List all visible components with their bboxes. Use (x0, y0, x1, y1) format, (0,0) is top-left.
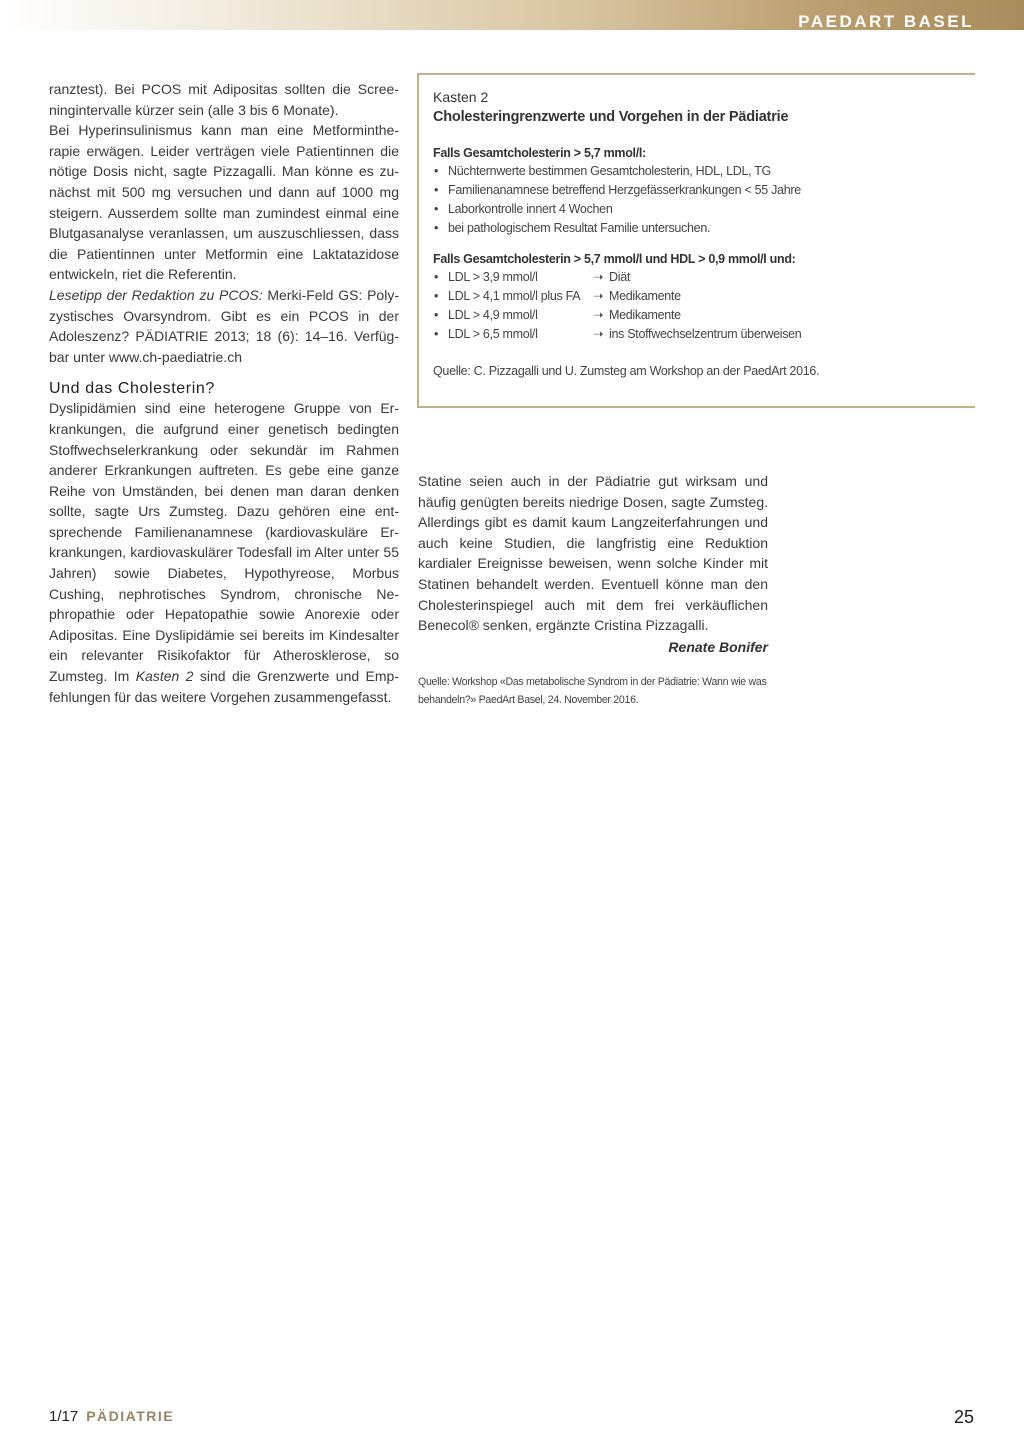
list-item (433, 268, 963, 287)
arrow-icon: ➝ (593, 270, 604, 284)
reading-tip-label: Lesetipp der Redaktion zu PCOS: (49, 286, 263, 303)
box-reference: Kasten 2 (135, 668, 194, 685)
journal-name: PÄDIATRIE (86, 1408, 175, 1424)
ldl-condition: LDL > 6,5 mmol/l (448, 327, 538, 341)
ldl-condition: LDL > 4,1 mmol/l plus FA (448, 289, 581, 303)
list-item: • Laborkontrolle innert 4 Wochen (433, 200, 963, 219)
ldl-action: Medikamente (609, 308, 681, 322)
arrow-icon: ➝ (593, 327, 604, 341)
box-section-1 (433, 145, 963, 238)
reading-tip (49, 285, 399, 367)
paragraph (49, 398, 399, 707)
issue-number: 1/17 (49, 1408, 79, 1425)
ldl-action: Medikamente (609, 289, 681, 303)
section-title: PAEDART BASEL (798, 12, 974, 31)
section-heading: Und das Cholesterin? (49, 380, 215, 398)
bullet-list (433, 268, 963, 344)
page-number: 25 (953, 1407, 974, 1427)
ldl-condition: LDL > 3,9 mmol/l (448, 270, 538, 284)
right-column (418, 471, 768, 709)
source-note: Quelle: Workshop «Das metabolische Syndrom in der Pädiatrie: Wann wie was behandeln?» PaedArt Basel, 24. November 2016. (418, 676, 767, 707)
paragraph-text: sind die Grenzwerte und Empfehlungen für das weitere Vorgehen zusammengefasst. (49, 668, 400, 705)
reading-tip-text: Merki-Feld GS: Polyzystisches Ovarsyndrom. Gibt es ein PCOS in der Adoleszenz? PÄDIATRIE 2013; 18 (6): 14–16. Verfügbar unter www.ch-paediatrie.ch (49, 286, 400, 365)
ldl-condition: LDL > 4,9 mmol/l (448, 308, 538, 322)
box-section-heading: Falls Gesamtcholesterin > 5,7 mmol/l und HDL > 0,9 mmol/l und: (433, 252, 796, 266)
list-item (433, 325, 963, 344)
box-label: Kasten 2 (433, 89, 489, 105)
box-source: Quelle: C. Pizzagalli und U. Zumsteg am Workshop an der PaedArt 2016. (433, 364, 820, 378)
list-item (433, 306, 963, 325)
paragraph: ranztest). Bei PCOS mit Adipositas sollten die Screeningintervalle kürzer sein (alle 3 bis 6 Monate). (49, 81, 399, 118)
header-bar (0, 0, 1024, 30)
list-item: • Familienanamnese betreffend Herzgefässerkrankungen < 55 Jahre (433, 181, 963, 200)
box-title: Cholesteringrenzwerte und Vorgehen in der Pädiatrie (433, 109, 789, 125)
arrow-icon: ➝ (593, 308, 604, 322)
list-item: • bei pathologischem Resultat Familie untersuchen. (433, 219, 963, 238)
paragraph: Bei Hyperinsulinismus kann man eine Metformintherapie erwägen. Leider verträgen viele Patientinnen die nötige Dosis nicht, sagte Pizzagalli. Man könne es zunächst mit 500 mg versuchen und dann auf 1000 mg steigern. Ausserdem sollte man zumindest einmal eine Blutgasanalyse veranlassen, um auszuschliessen, dass die Patientinnen unter Metformin eine Laktatazidose entwickeln, riet die Referentin. (49, 122, 399, 283)
bullet-list (433, 162, 963, 238)
ldl-action: ins Stoffwechselzentrum überweisen (609, 327, 802, 341)
list-item: • Nüchternwerte bestimmen Gesamtcholesterin, HDL, LDL, TG (433, 162, 963, 181)
arrow-icon: ➝ (593, 289, 604, 303)
ldl-action: Diät (609, 270, 631, 284)
paragraph: Statine seien auch in der Pädiatrie gut wirksam und häufig genügten bereits niedrige Dosen, sagte Zumsteg. Allerdings gibt es damit kaum Langzeiterfahrungen und auch keine Studien, die langfristig eine Reduktion kardialer Ereignisse beweisen, wenn solche Kinder mit Statinen behandelt werden. Eventuell könne man den Cholesterinspiegel auch mit dem frei verkäuflichen Benecol® senken, ergänzte Cristina Pizzagalli. (418, 473, 768, 634)
box-section-2 (433, 251, 963, 344)
author-name: Renate Bonifer (668, 638, 768, 655)
box-section-heading: Falls Gesamtcholesterin > 5,7 mmol/l: (433, 146, 646, 160)
info-box (417, 73, 975, 408)
left-column (49, 79, 399, 707)
paragraph-text: Dyslipidämien sind eine heterogene Gruppe von Erkrankungen, die aufgrund einer genetisch bedingten Stoffwechselerkrankung oder sekundär im Rahmen anderer Erkrankungen auftreten. Es gebe eine ganze Reihe von Umständen, bei denen man daran denken sollte, sagte Urs Zumsteg. Dazu gehören eine entsprechende Familienanamnese (kardiovaskuläre Erkrankungen, kardiovaskulärer Todesfall im Alter unter 55 Jahren) sowie Diabetes, Hypothyreose, Morbus Cushing, nephrotisches Syndrom, chronische Nephropathie oder Hepatopathie sowie Anorexie oder Adipositas. Eine Dyslipidämie sei bereits im Kindesalter ein relevanter Risikofaktor für Atherosklerose, so Zumsteg. Im (49, 400, 399, 685)
footer-issue (49, 1406, 174, 1427)
list-item (433, 287, 963, 306)
